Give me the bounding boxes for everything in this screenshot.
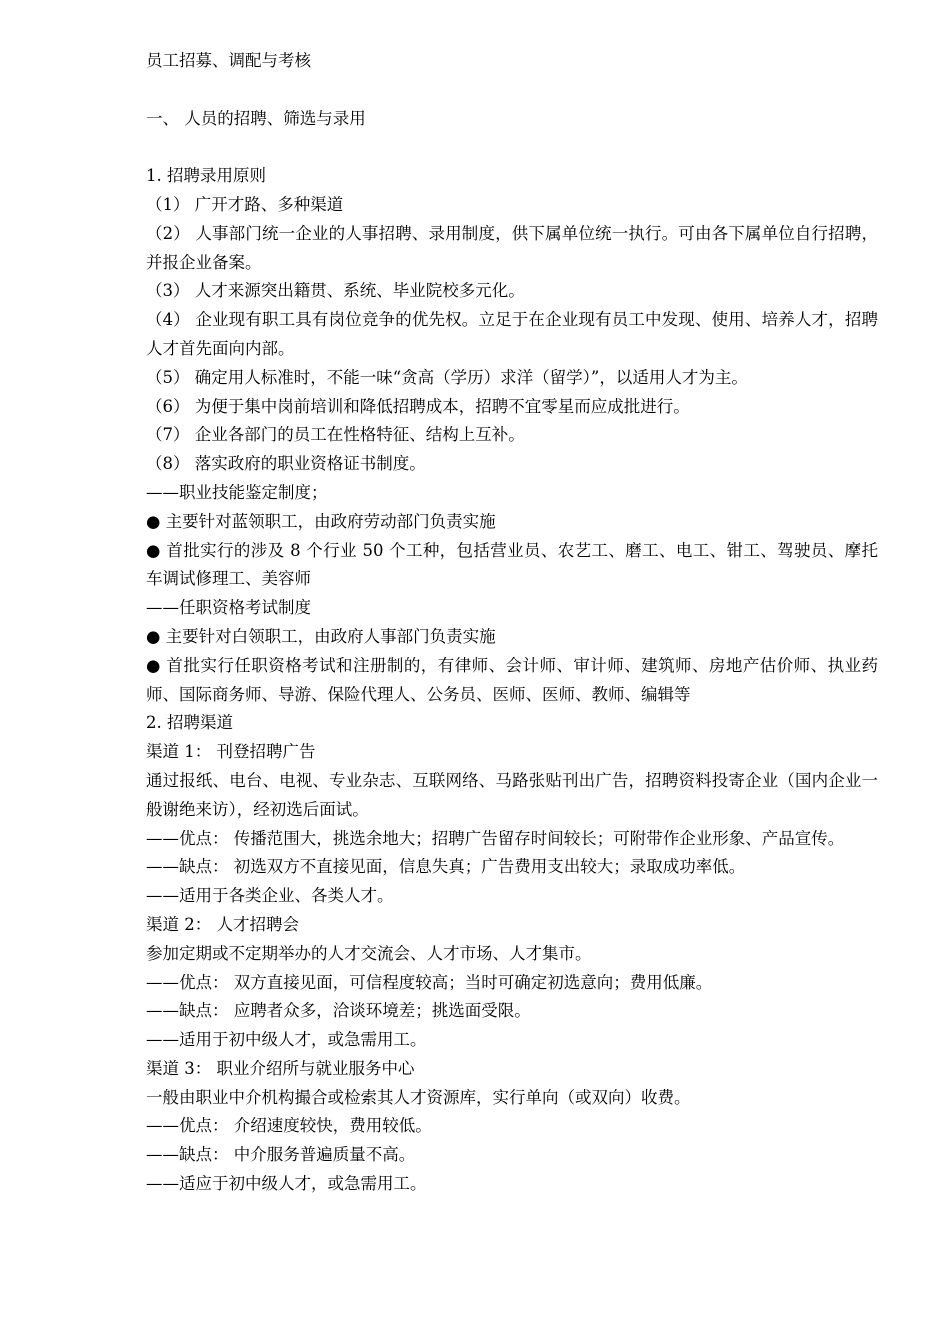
channel-1-title: 渠道 1： 刊登招聘广告 xyxy=(146,742,316,762)
principle-6: （6） 为便于集中岗前培训和降低招聘成本，招聘不宜零星而应成批进行。 xyxy=(146,396,690,416)
channel-2-desc: 参加定期或不定期举办的人才交流会、人才市场、人才集市。 xyxy=(146,943,592,963)
channel-1-cons: ——缺点： 初选双方不直接见面，信息失真；广告费用支出较大；录取成功率低。 xyxy=(146,857,746,877)
principle-7: （7） 企业各部门的员工在性格特征、结构上互补。 xyxy=(146,425,525,445)
bullet-item: ● 主要针对蓝领职工，由政府劳动部门负责实施 xyxy=(146,511,496,531)
blank-line xyxy=(146,133,878,162)
blank-line xyxy=(146,76,878,105)
subheading-channels: 2. 招聘渠道 xyxy=(146,713,233,733)
channel-3-desc: 一般由职业中介机构撮合或检索其人才资源库，实行单向（或双向）收费。 xyxy=(146,1087,691,1107)
document-page xyxy=(146,47,878,1199)
channel-2-cons: ——缺点： 应聘者众多，洽谈环境差；挑选面受限。 xyxy=(146,1001,531,1021)
principle-3: （3） 人才来源突出籍贯、系统、毕业院校多元化。 xyxy=(146,281,525,301)
channel-3-title: 渠道 3： 职业介绍所与就业服务中心 xyxy=(146,1058,415,1078)
channel-2-pros: ——优点： 双方直接见面，可信程度较高；当时可确定初选意向；费用低廉。 xyxy=(146,972,713,992)
bullet-item: ● 主要针对白领职工，由政府人事部门负责实施 xyxy=(146,626,496,646)
principle-4: （4） 企业现有职工具有岗位竞争的优先权。立足于在企业现有员工中发现、使用、培养人才，招聘人才首先面向内部。 xyxy=(146,310,878,358)
dash-item-skill-appraisal: ——职业技能鉴定制度； xyxy=(146,482,328,502)
subheading-principles: 1. 招聘录用原则 xyxy=(146,166,266,186)
channel-3-cons: ——缺点： 中介服务普遍质量不高。 xyxy=(146,1145,416,1165)
doc-title: 员工招募、调配与考核 xyxy=(146,51,311,70)
channel-1-desc: 通过报纸、电台、电视、专业杂志、互联网络、马路张贴刊出广告，招聘资料投寄企业（国内企业一般谢绝来访），经初选后面试。 xyxy=(146,770,878,819)
principle-8: （8） 落实政府的职业资格证书制度。 xyxy=(146,454,426,474)
section-heading-1: 一、 人员的招聘、筛选与录用 xyxy=(146,108,366,128)
channel-1-fit: ——适用于各类企业、各类人才。 xyxy=(146,886,394,906)
principle-2: （2） 人事部门统一企业的人事招聘、录用制度，供下属单位统一执行。可由各下属单位自行招聘，并报企业备案。 xyxy=(146,223,878,272)
channel-2-fit: ——适用于初中级人才，或急需用工。 xyxy=(146,1030,427,1050)
dash-item-qualification-exam: ——任职资格考试制度 xyxy=(146,598,311,618)
principle-5: （5） 确定用人标准时，不能一味“贪高（学历）求洋（留学）”，以适用人才为主。 xyxy=(146,367,748,387)
bullet-item: ● 首批实行的涉及 8 个行业 50 个工种，包括营业员、农艺工、磨工、电工、钳工、驾驶员、摩托车调试修理工、美容师 xyxy=(146,540,878,589)
channel-2-title: 渠道 2： 人才招聘会 xyxy=(146,914,299,934)
channel-3-fit: ——适应于初中级人才，或急需用工。 xyxy=(146,1174,427,1194)
channel-3-pros: ——优点： 介绍速度较快，费用较低。 xyxy=(146,1116,432,1136)
bullet-item: ● 首批实行任职资格考试和注册制的，有律师、会计师、审计师、建筑师、房地产估价师、执业药师、国际商务师、导游、保险代理人、公务员、医师、医师、教师、编辑等 xyxy=(146,655,878,704)
principle-1: （1） 广开才路、多种渠道 xyxy=(146,194,344,214)
channel-1-pros: ——优点： 传播范围大，挑选余地大；招聘广告留存时间较长；可附带作企业形象、产品宣传。 xyxy=(146,828,845,848)
